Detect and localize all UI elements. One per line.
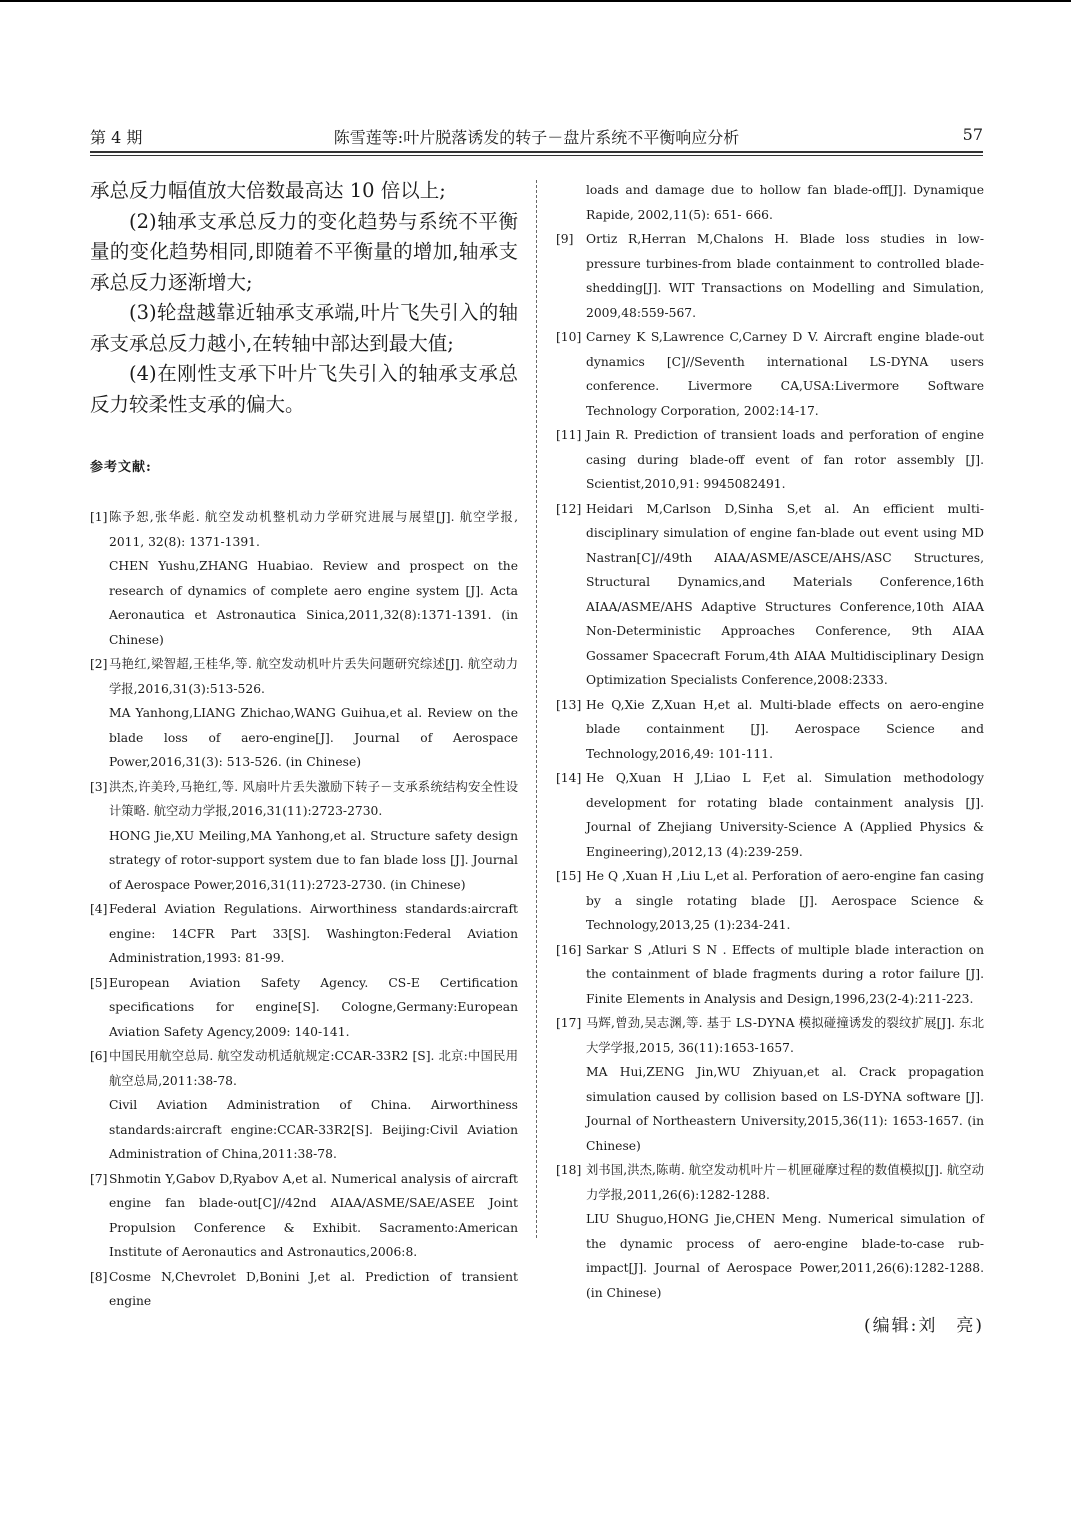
reference-number: [16]	[556, 942, 582, 957]
reference-text: Federal Aviation Regulations. Airworthiness standards:aircraft engine: 14CFR Part 33[S]. Washington:Federal Aviation Administration,1993: 81-99.	[109, 902, 518, 965]
reference-number: [2]	[90, 657, 108, 671]
reference-number: [11]	[556, 428, 582, 442]
reference-item	[90, 1167, 518, 1265]
header-rule-thin	[90, 155, 983, 156]
reference-text: 马辉,曾劲,吴志渊,等. 基于 LS-DYNA 模拟碰撞诱发的裂纹扩展[J]. 东北大学学报,2015, 36(11):1653-1657.	[586, 1016, 984, 1055]
reference-item	[556, 864, 984, 938]
top-border	[0, 0, 1071, 2]
reference-item	[90, 897, 518, 971]
reference-text-block	[109, 1167, 518, 1265]
reference-item	[90, 505, 518, 652]
running-header	[90, 125, 983, 149]
reference-item	[90, 1265, 518, 1314]
editor-note: (编辑:刘 亮)	[864, 1316, 984, 1336]
reference-translation: Civil Aviation Administration of China. Airworthiness standards:aircraft engine:CCAR-33R2[S]. Beijing:Civil Aviation Administration of China,2011:38-78.	[109, 1098, 518, 1161]
reference-text-block	[586, 864, 984, 938]
conclusions	[90, 176, 518, 420]
reference-number: [8]	[90, 1269, 108, 1284]
reference-item	[90, 775, 518, 898]
running-title: 陈雪莲等:叶片脱落诱发的转子－盘片系统不平衡响应分析	[333, 128, 740, 147]
reference-translation: LIU Shuguo,HONG Jie,CHEN Meng. Numerical simulation of the dynamic process of aero-engine blade-to-case rub-impact[J]. Journal of Aerospace Power,2011,26(6):1282-1288. (in Chinese)	[586, 1212, 984, 1300]
conclusion-paragraph: (2)轴承支承总反力的变化趋势与系统不平衡量的变化趋势相同,即随着不平衡量的增加,轴承支承总反力逐渐增大;	[90, 209, 518, 294]
reference-text-block	[586, 1011, 984, 1158]
page-number: 57	[962, 125, 983, 144]
reference-text: Sarkar S ,Atluri S N . Effects of multiple blade interaction on the containment of blade fragments during a rotor failure [J]. Finite Elements in Analysis and Design,1996,23(2-4):211-223.	[586, 942, 984, 1006]
reference-text: Cosme N,Chevrolet D,Bonini J,et al. Prediction of transient engine	[109, 1269, 518, 1308]
references-list-right	[556, 178, 984, 1305]
reference-item	[556, 1011, 984, 1158]
reference-item	[556, 693, 984, 767]
reference-translation: HONG Jie,XU Meiling,MA Yanhong,et al. Structure safety design strategy of rotor-support system due to fan blade loss [J]. Journal of Aerospace Power,2016,31(11):2723-2730. (in Chinese)	[109, 828, 518, 892]
reference-item	[556, 938, 984, 1012]
conclusion-paragraph: (3)轮盘越靠近轴承支承端,叶片飞失引入的轴承支承总反力越小,在转轴中部达到最大值;	[90, 301, 518, 355]
conclusion-paragraph: 承总反力幅值放大倍数最高达 10 倍以上;	[90, 179, 446, 202]
reference-text-block	[586, 693, 984, 767]
reference-number: [10]	[556, 330, 582, 344]
reference-item	[556, 766, 984, 864]
reference-number: [13]	[556, 697, 582, 712]
reference-text: 陈予恕,张华彪. 航空发动机整机动力学研究进展与展望[J]. 航空学报, 2011, 32(8): 1371-1391.	[109, 510, 518, 549]
reference-text: Shmotin Y,Gabov D,Ryabov A,et al. Numerical analysis of aircraft engine fan blade-out[C]//42nd AIAA/ASME/SAE/ASEE Joint Propulsion Conference & Exhibit. Sacramento:American Institute of Aeronautics and Astronautics,2006:8.	[109, 1171, 518, 1259]
reference-number: [18]	[556, 1163, 582, 1177]
reference-text-block	[586, 497, 984, 693]
reference-text: 马艳红,梁智超,王桂华,等. 航空发动机叶片丢失问题研究综述[J]. 航空动力学报,2016,31(3):513-526.	[109, 657, 518, 696]
reference-item	[556, 1158, 984, 1305]
reference-item	[556, 325, 984, 423]
reference-text-block	[109, 897, 518, 971]
reference-item	[90, 1044, 518, 1167]
reference-text-block	[586, 1158, 984, 1305]
issue-number: 第 4 期	[90, 128, 143, 147]
reference-text-block	[109, 505, 518, 652]
reference-text-block	[109, 652, 518, 775]
reference-text: He Q ,Xuan H ,Liu L,et al. Perforation of aero-engine fan casing by a single rotating blade [J]. Aerospace Science & Technology,2013,25 (1):234-241.	[586, 869, 984, 932]
reference-text-block	[586, 325, 984, 423]
reference-number: [12]	[556, 501, 582, 516]
reference-translation: MA Yanhong,LIANG Zhichao,WANG Guihua,et al. Review on the blade loss of aero-engine[J]. Journal of Aerospace Power,2016,31(3): 513-526. (in Chinese)	[109, 706, 518, 769]
reference-number: [3]	[90, 779, 108, 794]
column-divider	[536, 180, 537, 1238]
reference-text-block	[586, 766, 984, 864]
reference-item	[90, 971, 518, 1045]
reference-number: [1]	[90, 510, 108, 524]
right-column	[556, 178, 984, 1336]
left-column	[90, 176, 518, 1314]
reference-text-block	[109, 971, 518, 1045]
reference-text-block	[586, 423, 984, 497]
reference-text: 中国民用航空总局. 航空发动机适航规定:CCAR-33R2 [S]. 北京:中国民用航空总局,2011:38-78.	[109, 1049, 518, 1088]
reference-translation: CHEN Yushu,ZHANG Huabiao. Review and prospect on the research of dynamics of complete aero engine system [J]. Acta Aeronautica et Astronautica Sinica,2011,32(8):1371-1391. (in Chinese)	[109, 559, 518, 647]
reference-item	[556, 423, 984, 497]
reference-text: 刘书国,洪杰,陈萌. 航空发动机叶片－机匣碰摩过程的数值模拟[J]. 航空动力学报,2011,26(6):1282-1288.	[586, 1163, 984, 1202]
reference-text-block	[586, 178, 984, 227]
reference-text: Ortiz R,Herran M,Chalons H. Blade loss studies in low-pressure turbines-from blade containment to controlled blade-shedding[J]. WIT Transactions on Modelling and Simulation, 2009,48:559-567.	[586, 232, 984, 320]
reference-text: loads and damage due to hollow fan blade-off[J]. Dynamique Rapide, 2002,11(5): 651- 666.	[586, 183, 984, 222]
reference-item	[556, 497, 984, 693]
references-heading: 参考文献:	[90, 460, 152, 475]
reference-text: 洪杰,许美玲,马艳红,等. 风扇叶片丢失激励下转子－支承系统结构安全性设计策略. 航空动力学报,2016,31(11):2723-2730.	[109, 779, 518, 818]
reference-text-block	[586, 227, 984, 325]
reference-text: European Aviation Safety Agency. CS-E Certification specifications for engine[S]. Cologne,Germany:European Aviation Safety Agency,2009: 140-141.	[109, 975, 518, 1039]
reference-text-block	[109, 1044, 518, 1167]
reference-number: [5]	[90, 975, 108, 990]
reference-text: He Q,Xuan H J,Liao L F,et al. Simulation methodology development for rotating blade containment analysis [J]. Journal of Zhejiang University-Science A (Applied Physics & Engineering),2012,13 (4):239-259.	[586, 771, 984, 859]
reference-number: [14]	[556, 771, 582, 785]
reference-number: [4]	[90, 902, 108, 916]
reference-text: Heidari M,Carlson D,Sinha S,et al. An efficient multi-disciplinary simulation of engine fan-blade out event using MD Nastran[C]//49th AIAA/ASME/ASCE/AHS/ASC Structures, Structural Dynamics,and Materials Conference,16th AIAA/ASME/AHS Adaptive Structures Conference,10th AIAA Non-Deterministic Approaches Conference, 9th AIAA Gossamer Spacecraft Forum,4th AIAA Multidisciplinary Design Optimization Specialists Conference,2008:2333.	[586, 501, 984, 687]
reference-item	[90, 652, 518, 775]
reference-text-block	[109, 775, 518, 898]
reference-item	[556, 227, 984, 325]
reference-number: [7]	[90, 1171, 108, 1186]
reference-text: He Q,Xie Z,Xuan H,et al. Multi-blade effects on aero-engine blade containment [J]. Aerospace Science and Technology,2016,49: 101-111.	[586, 697, 984, 761]
reference-item	[556, 178, 984, 227]
reference-text: Jain R. Prediction of transient loads and perforation of engine casing during blade-off event of fan rotor assembly [J]. Scientist,2010,91: 9945082491.	[586, 428, 984, 491]
references-list-left	[90, 505, 518, 1314]
reference-number: [17]	[556, 1016, 582, 1030]
reference-translation: MA Hui,ZENG Jin,WU Zhiyuan,et al. Crack propagation simulation caused by collision based on LS-DYNA software [J]. Journal of Northeastern University,2015,36(11): 1653-1657. (in Chinese)	[586, 1065, 984, 1153]
conclusion-paragraph: (4)在刚性支承下叶片飞失引入的轴承支承总反力较柔性支承的偏大。	[90, 362, 518, 416]
header-rule	[90, 151, 983, 153]
reference-number: [6]	[90, 1049, 108, 1063]
reference-text: Carney K S,Lawrence C,Carney D V. Aircraft engine blade-out dynamics [C]//Seventh international LS-DYNA users conference. Livermore CA,USA:Livermore Software Technology Corporation, 2002:14-17.	[586, 330, 984, 418]
reference-text-block	[586, 938, 984, 1012]
reference-number: [9]	[556, 232, 574, 246]
reference-number: [15]	[556, 869, 582, 883]
reference-text-block	[109, 1265, 518, 1314]
